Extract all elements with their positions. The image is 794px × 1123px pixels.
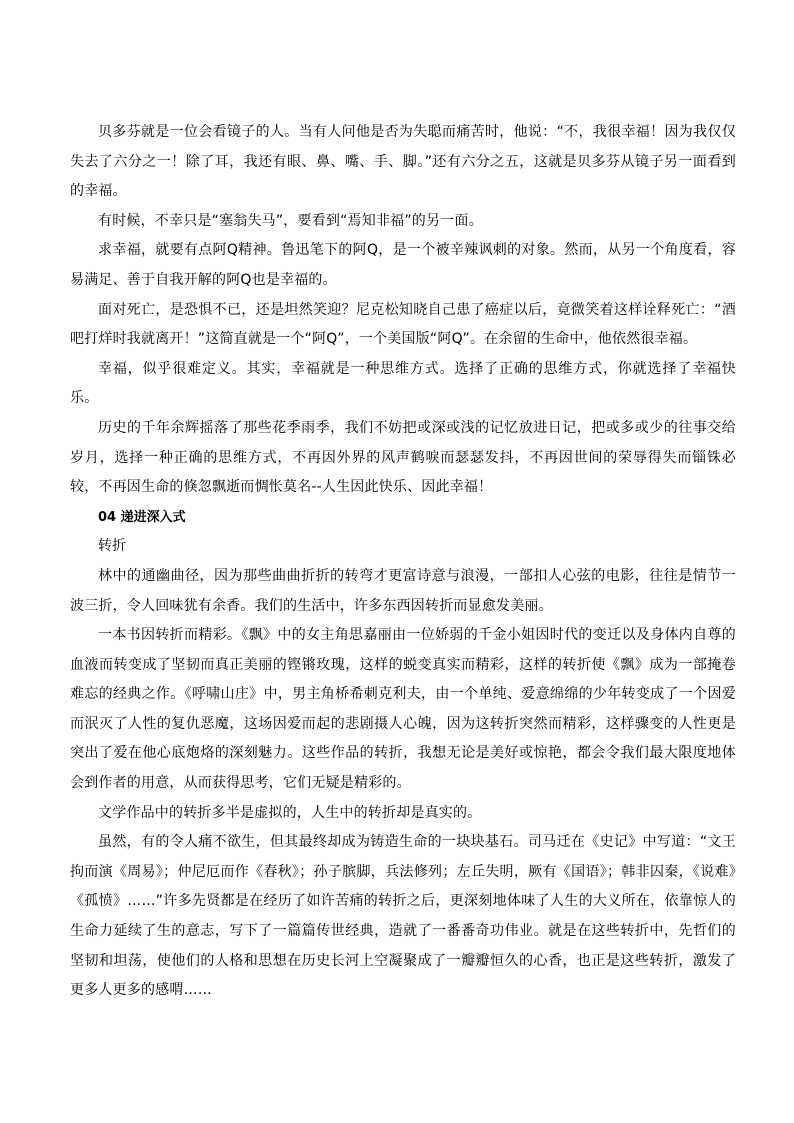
paragraph: 有时候，不幸只是“塞翁失马”，要看到“焉知非福”的另一面。 [98,212,483,229]
document-body [70,118,736,1006]
paragraph: 一本书因转折而精彩。《飘》中的女主角思嘉丽由一位娇弱的千金小姐因时代的变迁以及身体内自尊的血液而转变成了坚韧而真正美丽的铿锵玫瑰，这样的蜕变真实而精彩，这样的转折使《飘》成为一部掩卷难忘的经典之作。《呼啸山庄》中，男主角桥希刺克利夫，由一个单纯、爱意绵绵的少年转变成了一个因爱而泯灭了人性的复仇恶魔，这场因爱而起的悲剧摄人心魄，因为这转折突然而精彩，这样骤变的人性更是突出了爱在他心底炮烙的深刻魅力。这些作品的转折，我想无论是美好或惊艳，都会令我们最大限度地体会到作者的用意，从而获得思考，它们无疑是精彩的。 [70,627,736,792]
paragraph: 贝多芬就是一位会看镜子的人。当有人问他是否为失聪而痛苦时，他说：“不，我很幸福！因为我仅仅失去了六分之一！除了耳，我还有眼、鼻、嘴、手、脚。”还有六分之五，这就是贝多芬从镜子另一面看到的幸福。 [70,124,736,200]
paragraph: 林中的通幽曲径，因为那些曲曲折折的转弯才更富诗意与浪漫，一部扣人心弦的电影，往往是情节一波三折，令人回味犹有余香。我们的生活中，许多东西因转折而显愈发美丽。 [70,567,736,614]
paragraph: 虽然，有的令人痛不欲生，但其最终却成为铸造生命的一块块基石。司马迁在《史记》中写道：“文王拘而演《周易》；仲尼厄而作《春秋》；孙子膑脚，兵法修列；左丘失明，厥有《国语》；韩非囚秦，《说难》《孤愤》……”许多先贤都是在经历了如许苦痛的转折之后，更深刻地体味了人生的大义所在，依靠惊人的生命力延续了生的意志，写下了一篇篇传世经典，造就了一番番奇功伟业。就是在这些转折中，先哲们的坚韧和坦荡，使他们的人格和思想在历史长河上空凝聚成了一瓣瓣恒久的心香，也正是这些转折，激发了更多人更多的感喟…… [70,834,736,999]
paragraph: 文学作品中的转折多半是虚拟的，人生中的转折却是真实的。 [98,804,482,821]
sub-heading: 转折 [98,538,126,555]
section-heading: 04 递进深入式 [98,509,186,525]
paragraph: 历史的千年余辉摇落了那些花季雨季，我们不妨把或深或浅的记忆放进日记，把或多或少的往事交给岁月，选择一种正确的思维方式，不再因外界的风声鹤唳而瑟瑟发抖，不再因世间的荣辱得失而锱铢必较，不再因生命的倏忽飘逝而惆怅莫名--人生因此快乐、因此幸福！ [70,419,736,496]
paragraph: 面对死亡，是恐惧不已，还是坦然笑迎？尼克松知晓自己患了癌症以后，竟微笑着这样诠释死亡：“酒吧打烊时我就离开！”这简直就是一个“阿Q”，一个美国版“阿Q”。在余留的生命中，他依然很幸福。 [70,301,736,348]
paragraph: 求幸福，就要有点阿Q精神。鲁迅笔下的阿Q，是一个被辛辣讽刺的对象。然而，从另一个角度看，容易满足、善于自我开解的阿Q也是幸福的。 [70,242,736,288]
paragraph: 幸福，似乎很难定义。其实，幸福就是一种思维方式。选择了正确的思维方式，你就选择了幸福快乐。 [70,360,736,407]
